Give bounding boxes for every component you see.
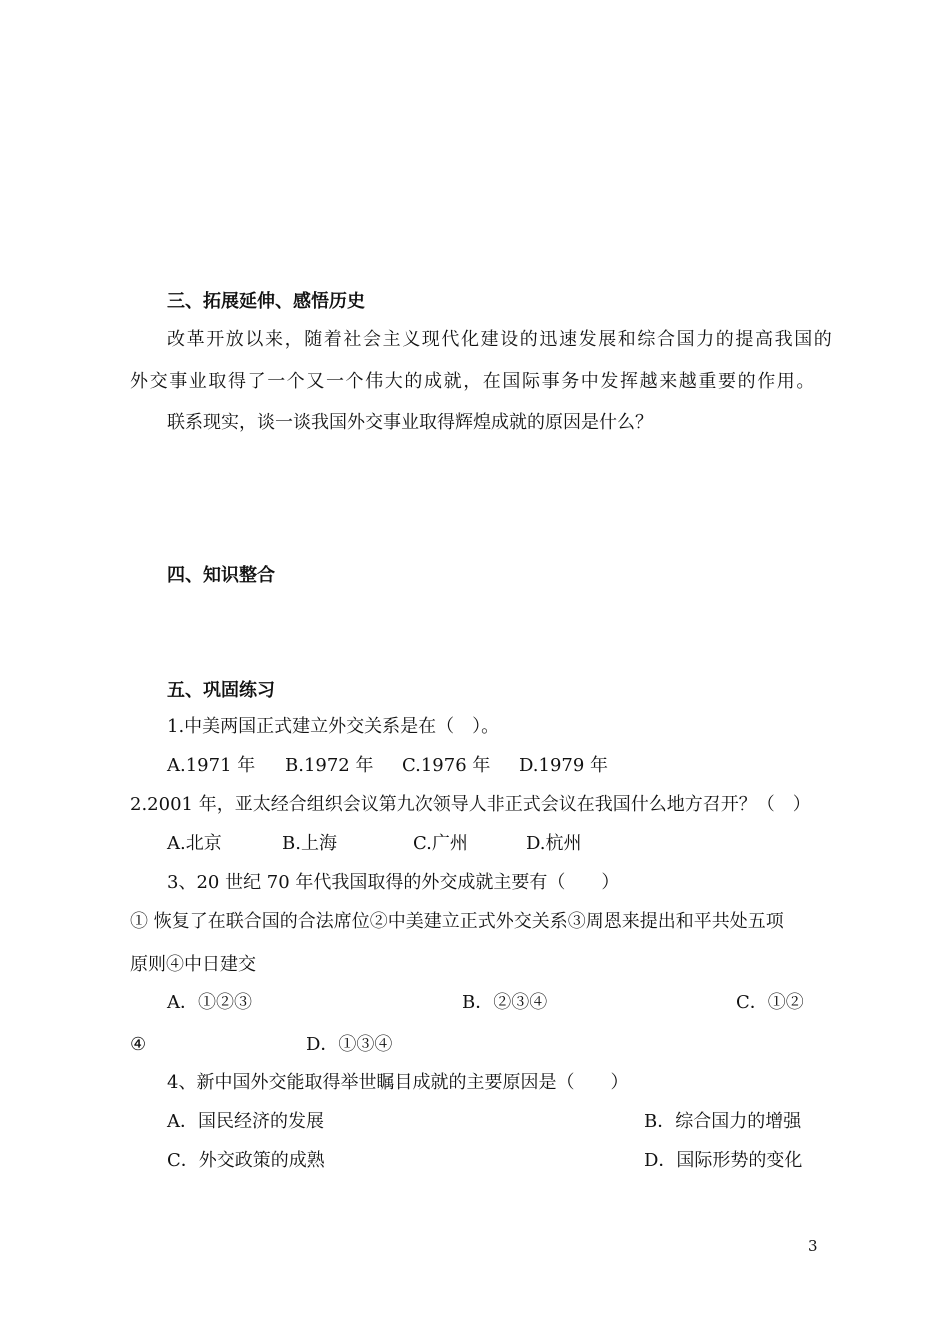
page-number: 3 xyxy=(808,1237,818,1255)
section-3-paragraph-line-1: 改革开放以来，随着社会主义现代化建设的迅速发展和综合国力的提高我国的 xyxy=(167,329,834,350)
question-1-option-b: B.1972 年 xyxy=(285,755,374,776)
question-1-option-a: A.1971 年 xyxy=(167,755,256,776)
question-2-option-b: B.上海 xyxy=(282,833,337,854)
question-3-option-a: A．①②③ xyxy=(167,992,252,1013)
section-3-heading: 三、拓展延伸、感悟历史 xyxy=(167,291,365,312)
question-1-option-d: D.1979 年 xyxy=(519,755,609,776)
question-1-stem: 1.中美两国正式建立外交关系是在（ ）。 xyxy=(167,716,500,737)
question-4-stem: 4、新中国外交能取得举世瞩目成就的主要原因是（ ） xyxy=(167,1072,629,1093)
question-3-option-c: C．①② xyxy=(736,992,804,1013)
section-4-heading: 四、知识整合 xyxy=(167,565,275,586)
question-4-option-b: B．综合国力的增强 xyxy=(644,1111,802,1132)
question-3-body-line-1: ① 恢复了在联合国的合法席位②中美建立正式外交关系③周恩来提出和平共处五项 xyxy=(130,911,784,932)
question-4-option-c: C．外交政策的成熟 xyxy=(167,1150,325,1171)
question-3-stem: 3、20 世纪 70 年代我国取得的外交成就主要有（ ） xyxy=(167,872,620,893)
question-3-option-b: B．②③④ xyxy=(462,992,548,1013)
question-2-option-d: D.杭州 xyxy=(526,833,582,854)
question-3-option-d: D．①③④ xyxy=(306,1034,393,1055)
question-3-option-c-continued: ④ xyxy=(130,1034,147,1055)
question-4-option-a: A．国民经济的发展 xyxy=(167,1111,324,1132)
question-2-option-a: A.北京 xyxy=(167,833,222,854)
question-4-option-d: D．国际形势的变化 xyxy=(644,1150,803,1171)
question-1-option-c: C.1976 年 xyxy=(402,755,491,776)
section-3-question: 联系现实，谈一谈我国外交事业取得辉煌成就的原因是什么？ xyxy=(167,412,653,433)
section-5-heading: 五、巩固练习 xyxy=(167,680,275,701)
question-3-body-line-2: 原则④中日建交 xyxy=(130,954,256,975)
question-2-stem: 2.2001 年，亚太经合组织会议第九次领导人非正式会议在我国什么地方召开？（ ） xyxy=(130,794,811,815)
question-2-option-c: C.广州 xyxy=(413,833,468,854)
section-3-paragraph-line-2: 外交事业取得了一个又一个伟大的成就，在国际事务中发挥越来越重要的作用。 xyxy=(130,371,816,392)
